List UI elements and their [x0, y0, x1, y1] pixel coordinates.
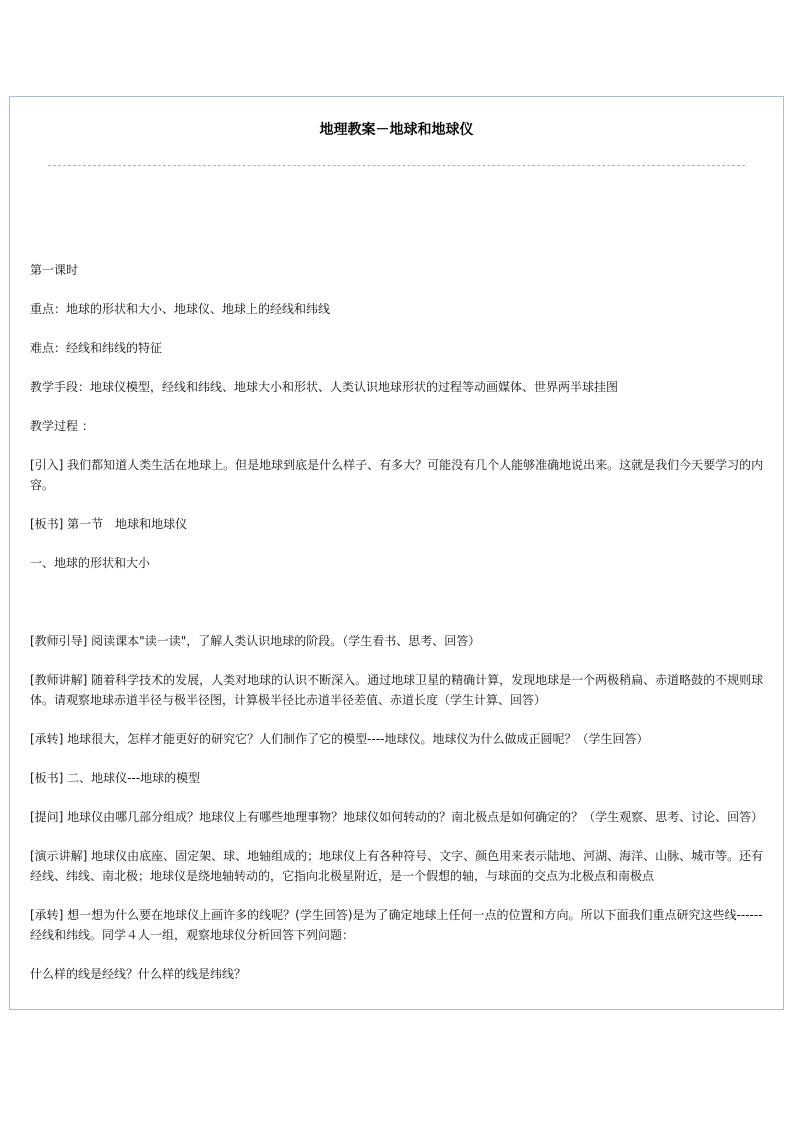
paragraph: [引入] 我们都知道人类生活在地球上。但是地球到底是什么样子、有多大？可能没有几个人能够准确地说出来。这就是我们今天要学习的内容。: [30, 458, 764, 492]
section-heading: 一、地球的形状和大小: [30, 556, 151, 570]
paragraph: 重点：地球的形状和大小、地球仪、地球上的经线和纬线: [30, 302, 331, 316]
paragraph: [提问] 地球仪由哪几部分组成？地球仪上有哪些地理事物？地球仪如何转动的？南北极点是如何确定的？（学生观察、思考、讨论、回答）: [30, 810, 764, 824]
paragraph: [承转] 想一想为什么要在地球仪上画许多的线呢？(学生回答)是为了确定地球上任何一点的位置和方向。所以下面我们重点研究这些线------经线和纬线。同学４人一组，观察地球仪分析回答下列问题：: [30, 908, 763, 942]
paragraph: 难点：经线和纬线的特征: [30, 341, 163, 355]
paragraph: [板书] 二、地球仪---地球的模型: [30, 771, 201, 785]
paragraph: [教师讲解] 随着科学技术的发展，人类对地球的认识不断深入。通过地球卫星的精确计算，发现地球是一个两极稍扁、赤道略鼓的不规则球体。请观察地球赤道半径与极半径图，计算极半径比赤道半径差值、赤道长度（学生计算、回答）: [30, 673, 764, 707]
paragraph: 教学过程 ：: [30, 419, 94, 433]
paragraph: 什么样的线是经线？什么样的线是纬线？: [30, 967, 247, 981]
paragraph: [板书] 第一节 地球和地球仪: [30, 517, 188, 531]
title-divider: [48, 165, 745, 166]
paragraph: [演示讲解] 地球仪由底座、固定架、球、地轴组成的；地球仪上有各种符号、文字、颜色用来表示陆地、河湖、海洋、山脉、城市等。还有经线、纬线、南北极；地球仪是绕地轴转动的，它指向北极星附近，是一个假想的轴，与球面的交点为北极点和南极点: [30, 849, 764, 883]
document-frame: [9, 96, 784, 1010]
paragraph: 第一课时: [30, 263, 79, 277]
document-title: 地理教案－地球和地球仪: [319, 122, 474, 138]
paragraph: 教学手段：地球仪模型，经线和纬线、地球大小和形状、人类认识地球形状的过程等动画媒体、世界两半球挂图: [30, 380, 619, 394]
paragraph: [教师引导] 阅读课本"读一读"，了解人类认识地球的阶段。（学生看书、思考、回答）: [30, 634, 481, 648]
document-body: [30, 260, 768, 1003]
paragraph: [承转] 地球很大，怎样才能更好的研究它？人们制作了它的模型----地球仪。地球仪为什么做成正圆呢？（学生回答）: [30, 732, 649, 746]
blank-space: [30, 592, 768, 631]
